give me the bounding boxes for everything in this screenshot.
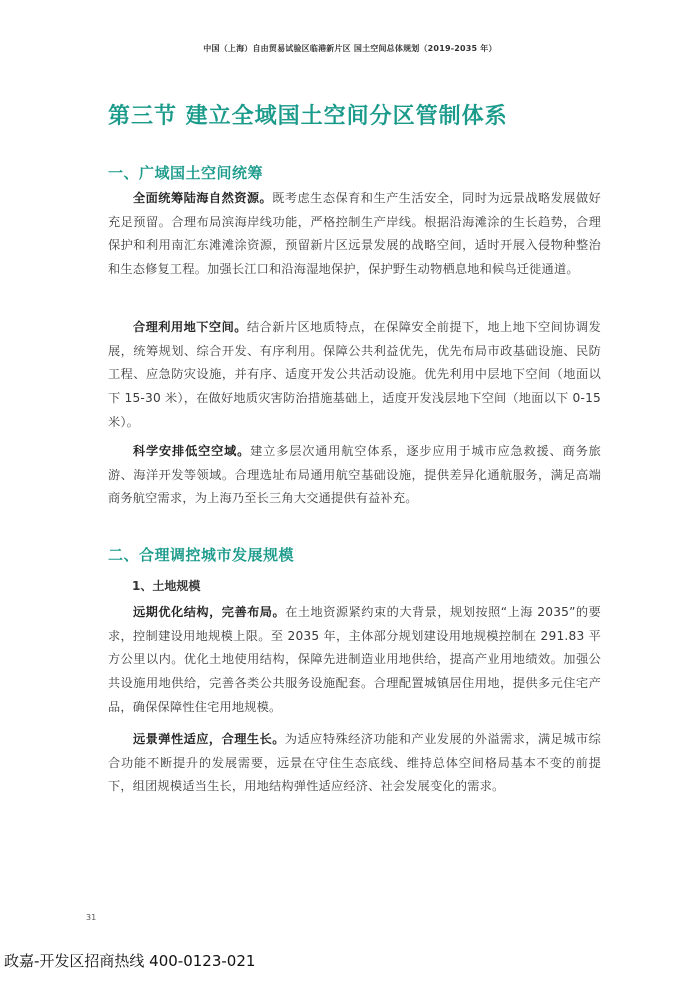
section-title: 第三节 建立全域国土空间分区管制体系 [108, 104, 508, 129]
paragraph-long-term [108, 601, 601, 720]
paragraph-lead: 远景弹性适应，合理生长。 [133, 732, 285, 746]
paragraph-underground [108, 316, 601, 435]
paragraph-text: 建立多层次通用航空体系，逐步应用于城市应急救援、商务旅游、海洋开发等领域。合理选址布局通用航空基础设施，提供差异化通航服务，满足高端商务航空需求，为上海乃至长三角大交通提供有益补充。 [108, 444, 601, 506]
paragraph-lead: 合理利用地下空间。 [133, 320, 247, 334]
item-title-land-scale: 1、土地规模 [132, 579, 201, 593]
paragraph-lead: 全面统筹陆海自然资源。 [133, 191, 273, 205]
footer-hotline: 政嘉-开发区招商热线 400-0123-021 [4, 952, 256, 970]
paragraph-text: 在土地资源紧约束的大背景，规划按照“上海 2035”的要求，控制建设用地规模上限。至 2035 年，主体部分规划建设用地规模控制在 291.83 平方公里以内。优化土地使用结构，保障先进制造业用地供给，提高产业用地绩效。加强公共设施用地供给，完善各类公共服务设施配套。合理配置城镇居住用地，提供多元住宅产品，确保保障性住宅用地规模。 [108, 605, 601, 714]
subsection-title-1: 一、广域国土空间统筹 [108, 164, 264, 182]
paragraph-vision [108, 728, 601, 799]
paragraph-lead: 远期优化结构，完善布局。 [133, 605, 286, 619]
paragraph-text: 为适应特殊经济功能和产业发展的外溢需求，满足城市综合功能不断提升的发展需要，远景在守住生态底线、维持总体空间格局基本不变的前提下，组团规模适当生长，用地结构弹性适应经济、社会发展变化的需求。 [108, 732, 601, 794]
paragraph-low-airspace [108, 440, 601, 511]
paragraph-text: 既考虑生态保育和生产生活安全，同时为远景战略发展做好充足预留。合理布局滨海岸线功能，严格控制生产岸线。根据沿海滩涂的生长趋势，合理保护和利用南汇东滩滩涂资源，预留新片区远景发展的战略空间，适时开展入侵物种整治和生态修复工程。加强长江口和沿海湿地保护，保护野生动物栖息地和候鸟迁徙通道。 [108, 191, 601, 277]
page-number: 31 [86, 913, 97, 922]
paragraph-land-sea [108, 187, 601, 282]
paragraph-text: 结合新片区地质特点，在保障安全前提下，地上地下空间协调发展，统筹规划、综合开发、有序利用。保障公共利益优先，优先布局市政基础设施、民防工程、应急防灾设施，并有序、适度开发公共活动设施。优先利用中层地下空间（地面以下 15-30 米），在做好地质灾害防治措施基础上，适度开发浅层地下空间（地面以下 0-15 米）。 [108, 320, 601, 429]
subsection-title-2: 二、合理调控城市发展规模 [108, 546, 295, 564]
paragraph-lead: 科学安排低空空域。 [133, 444, 251, 458]
document-header: 中国（上海）自由贸易试验区临港新片区 国土空间总体规划（2019-2035 年） [203, 44, 497, 53]
